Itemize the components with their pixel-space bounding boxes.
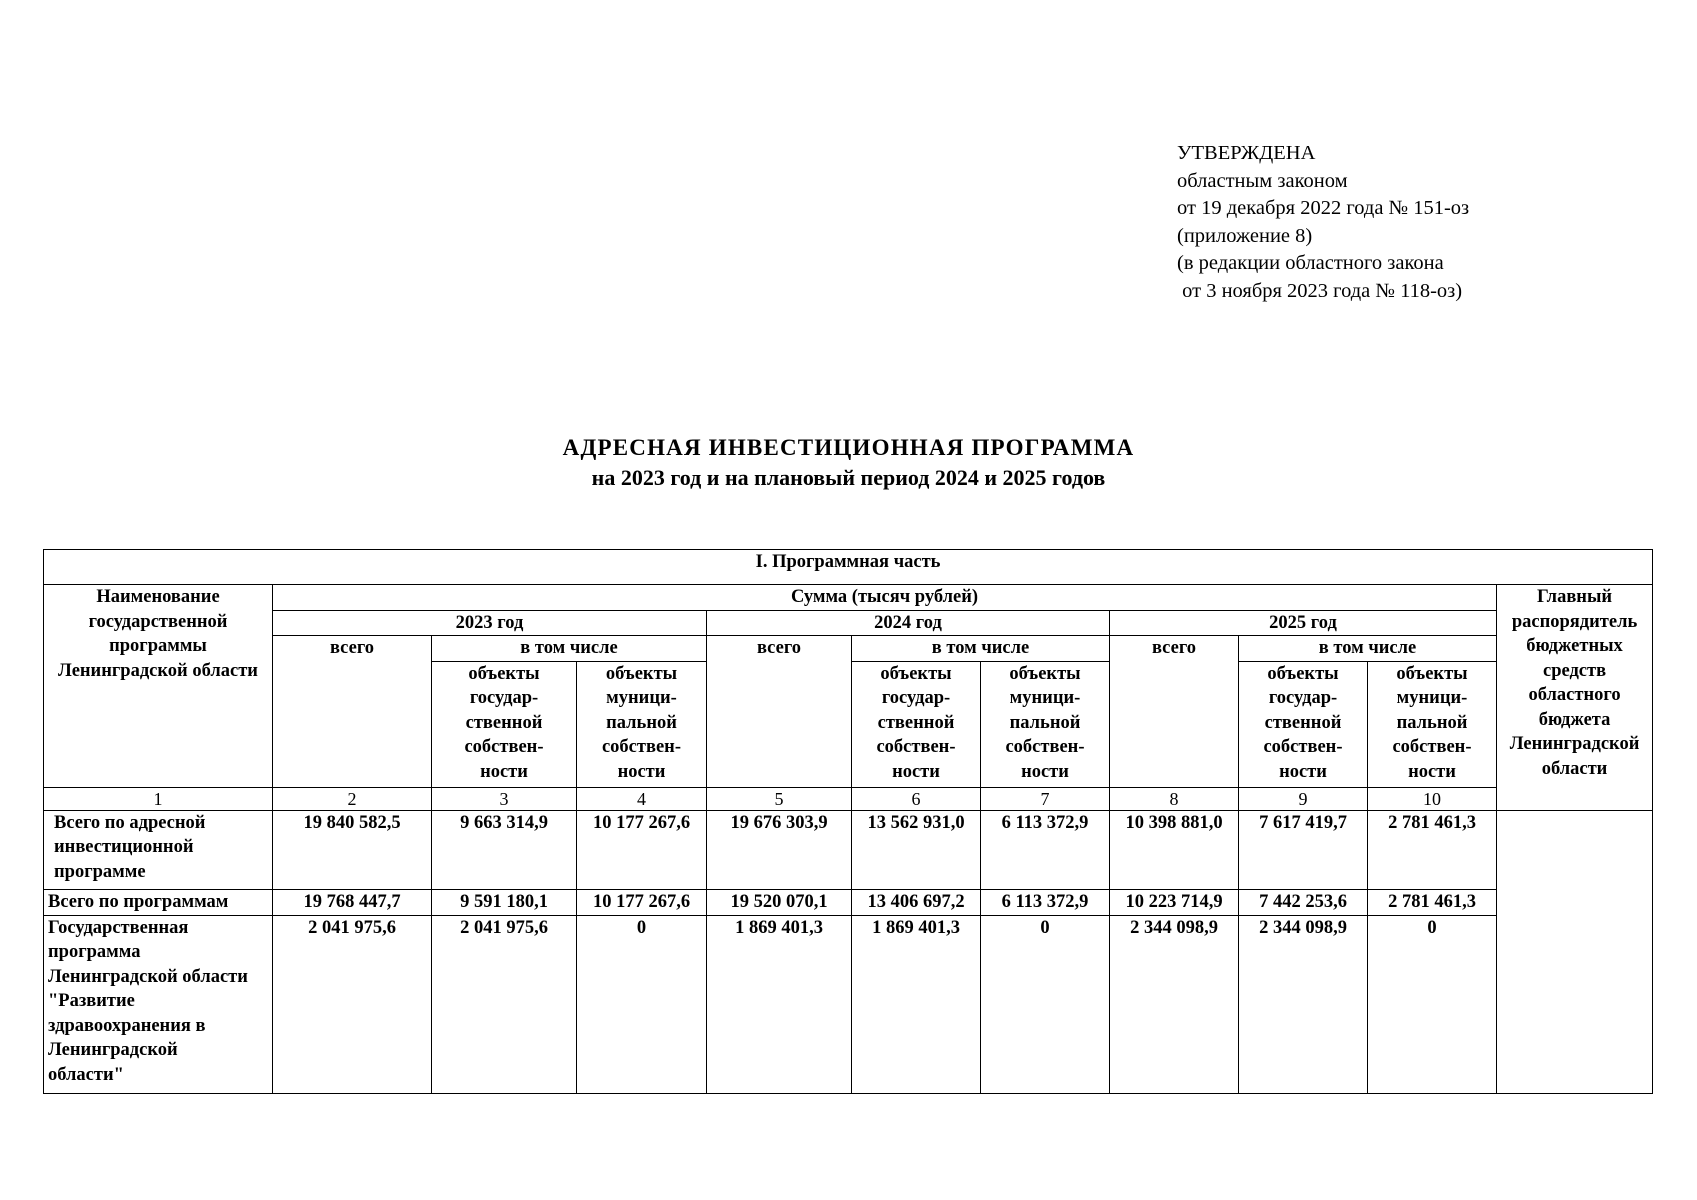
row-name: Всего по адресной инвестиционной программе (44, 810, 273, 889)
row-name: Всего по программам (44, 889, 273, 915)
row-value: 6 113 372,9 (981, 889, 1110, 915)
column-number: 2 (273, 787, 432, 810)
table-row (44, 889, 1653, 915)
row-name: Государственная программа Ленинградской области "Развитие здравоохранения в Ленинградской области" (44, 915, 273, 1093)
row-value: 19 520 070,1 (707, 889, 852, 915)
row-value: 19 840 582,5 (273, 810, 432, 889)
row-value: 10 398 881,0 (1110, 810, 1239, 889)
column-number: 8 (1110, 787, 1239, 810)
municipal-objects-header: объекты муници-пальной собствен-ности (981, 661, 1110, 787)
column-number: 9 (1239, 787, 1368, 810)
manager-column-header: Главный распорядитель бюджетных средств областного бюджета Ленинградской области (1497, 585, 1653, 811)
total-header: всего (1110, 636, 1239, 788)
row-value: 10 177 267,6 (577, 889, 707, 915)
document-heading (0, 433, 1697, 493)
sum-header: Сумма (тысяч рублей) (273, 585, 1497, 611)
column-number: 6 (852, 787, 981, 810)
row-value: 2 041 975,6 (273, 915, 432, 1093)
approval-line: (приложение 8) (1177, 224, 1313, 247)
row-value: 9 663 314,9 (432, 810, 577, 889)
municipal-objects-header: объекты муници-пальной собствен-ности (577, 661, 707, 787)
row-value: 0 (981, 915, 1110, 1093)
state-objects-header: объекты государ-ственной собствен-ности (432, 661, 577, 787)
state-objects-header: объекты государ-ственной собствен-ности (1239, 661, 1368, 787)
approval-line: областным законом (1177, 169, 1348, 192)
investment-program-table (43, 549, 1653, 1094)
including-header: в том числе (852, 636, 1110, 662)
row-value: 7 442 253,6 (1239, 889, 1368, 915)
row-value: 1 869 401,3 (707, 915, 852, 1093)
document-title: АДРЕСНАЯ ИНВЕСТИЦИОННАЯ ПРОГРАММА (562, 435, 1135, 460)
row-value: 0 (577, 915, 707, 1093)
row-value: 2 344 098,9 (1110, 915, 1239, 1093)
row-value: 19 676 303,9 (707, 810, 852, 889)
approval-line: от 19 декабря 2022 года № 151-оз (1177, 197, 1470, 219)
row-value: 6 113 372,9 (981, 810, 1110, 889)
name-column-header: Наименование государственной программы Ленинградской области (44, 585, 273, 788)
row-value: 13 562 931,0 (852, 810, 981, 889)
municipal-objects-header: объекты муници-пальной собствен-ности (1368, 661, 1497, 787)
including-header: в том числе (1239, 636, 1497, 662)
approval-line: (в редакции областного закона (1177, 252, 1444, 274)
column-number: 7 (981, 787, 1110, 810)
row-value: 7 617 419,7 (1239, 810, 1368, 889)
row-value: 13 406 697,2 (852, 889, 981, 915)
including-header: в том числе (432, 636, 707, 662)
column-number: 4 (577, 787, 707, 810)
row-value: 0 (1368, 915, 1497, 1093)
approval-line: от 3 ноября 2023 года № 118-оз) (1177, 279, 1463, 302)
table-row (44, 915, 1653, 1093)
state-objects-header: объекты государ-ственной собствен-ности (852, 661, 981, 787)
table-row (44, 810, 1653, 889)
row-value: 9 591 180,1 (432, 889, 577, 915)
document-subtitle: на 2023 год и на плановый период 2024 и 2025 годов (591, 465, 1106, 490)
year-header: 2023 год (273, 610, 707, 636)
row-value: 1 869 401,3 (852, 915, 981, 1093)
row-value: 2 781 461,3 (1368, 889, 1497, 915)
approval-stamp (1177, 140, 1469, 305)
manager-cell (1497, 810, 1653, 1093)
year-header: 2024 год (707, 610, 1110, 636)
row-value: 2 781 461,3 (1368, 810, 1497, 889)
row-value: 10 223 714,9 (1110, 889, 1239, 915)
row-value: 19 768 447,7 (273, 889, 432, 915)
approval-line: УТВЕРЖДЕНА (1177, 142, 1316, 164)
column-numbers-row (44, 787, 1653, 810)
row-value: 2 041 975,6 (432, 915, 577, 1093)
column-number: 10 (1368, 787, 1497, 810)
column-number: 3 (432, 787, 577, 810)
year-header: 2025 год (1110, 610, 1497, 636)
row-value: 2 344 098,9 (1239, 915, 1368, 1093)
section-title: I. Программная часть (44, 550, 1653, 585)
column-number: 1 (44, 787, 273, 810)
row-value: 10 177 267,6 (577, 810, 707, 889)
total-header: всего (707, 636, 852, 788)
total-header: всего (273, 636, 432, 788)
column-number: 5 (707, 787, 852, 810)
